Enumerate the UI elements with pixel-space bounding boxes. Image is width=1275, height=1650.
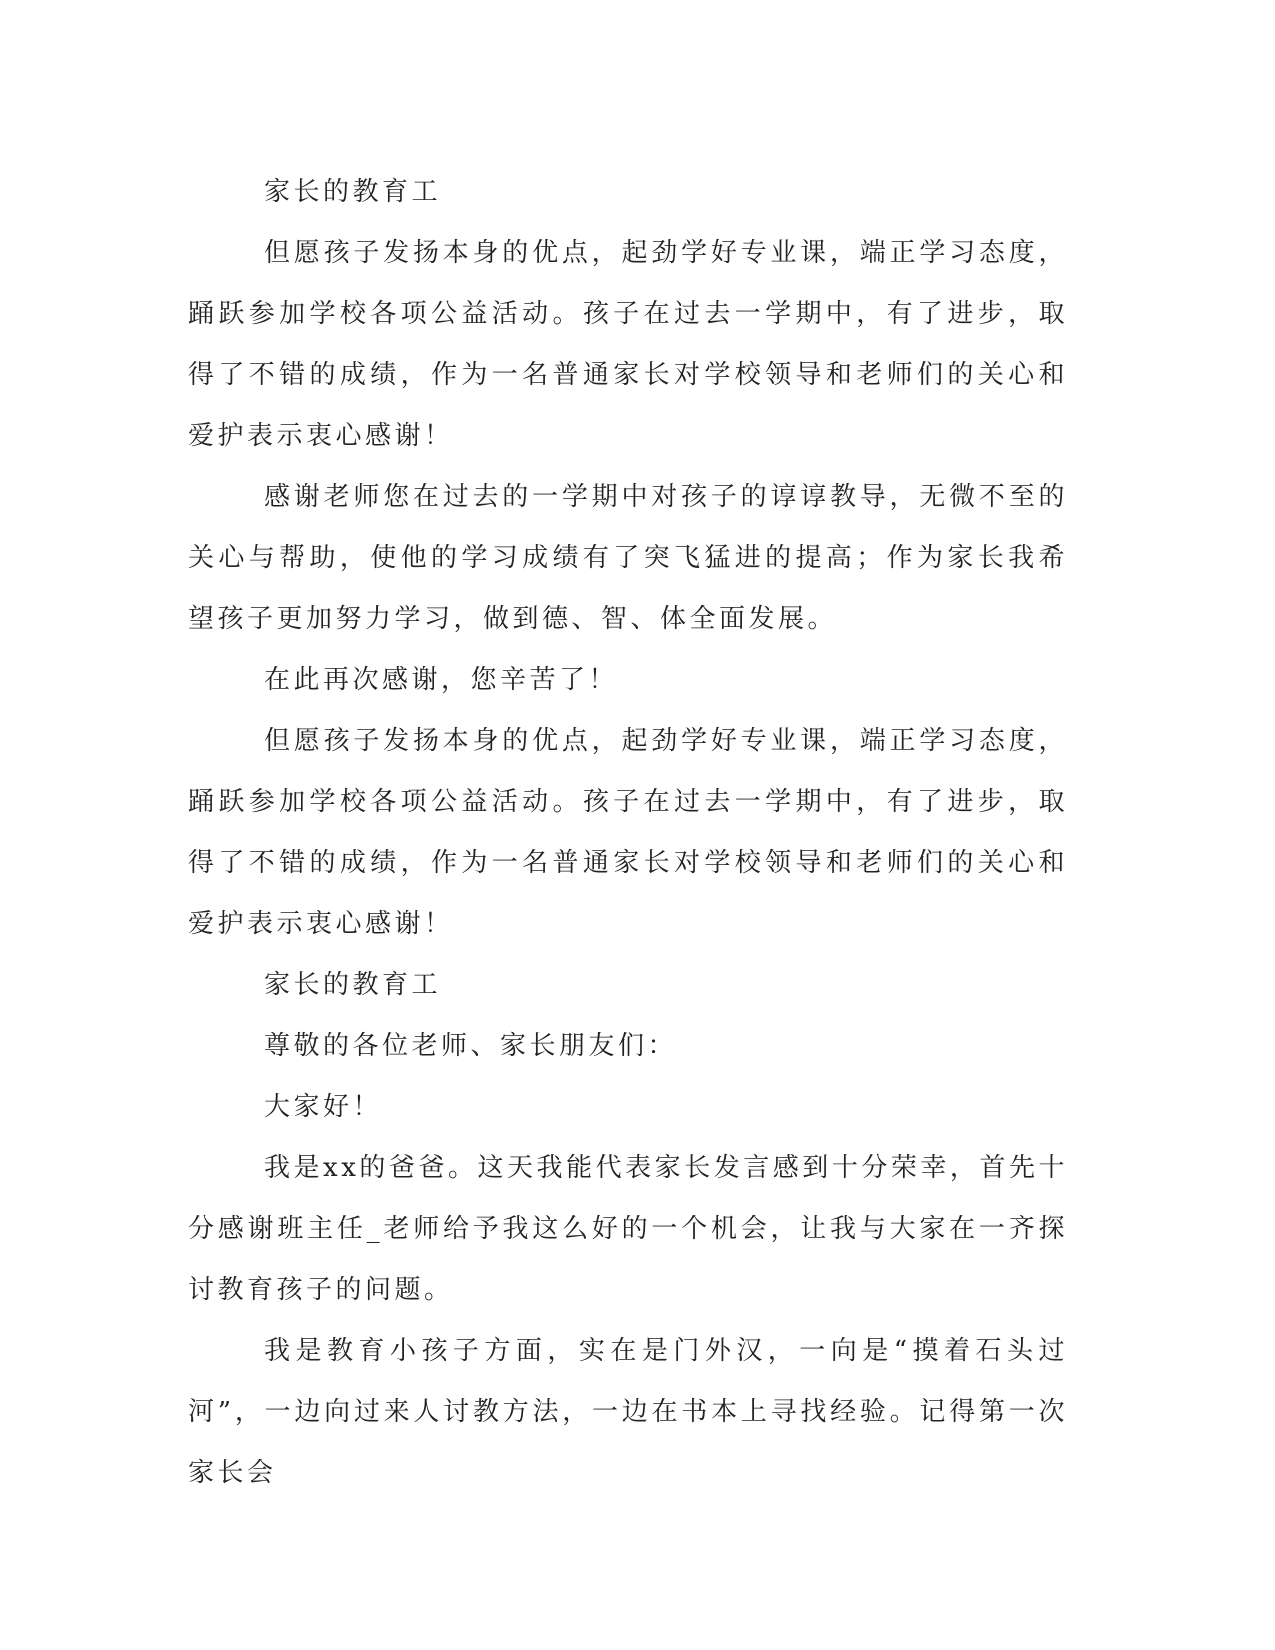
paragraph-heading-1: 家长的教育工 xyxy=(264,177,442,207)
paragraph-thanks-again: 在此再次感谢，您辛苦了！ xyxy=(264,665,619,695)
paragraph-salutation: 尊敬的各位老师、家长朋友们： xyxy=(264,1031,678,1061)
paragraph-heading-2: 家长的教育工 xyxy=(264,970,442,1000)
paragraph-experience: 我是教育小孩子方面，实在是门外汉，一向是“摸着石头过河”，一边向过来人讨教方法，一边在书本上寻找经验。记得第一次家长会 xyxy=(188,1336,1068,1488)
document-body xyxy=(188,162,1068,1504)
paragraph-introduction: 我是xx的爸爸。这天我能代表家长发言感到十分荣幸，首先十分感谢班主任_老师给予我这么好的一个机会，让我与大家在一齐探讨教育孩子的问题。 xyxy=(188,1153,1068,1305)
paragraph-wish-2: 但愿孩子发扬本身的优点，起劲学好专业课，端正学习态度，踊跃参加学校各项公益活动。孩子在过去一学期中，有了进步，取得了不错的成绩，作为一名普通家长对学校领导和老师们的关心和爱护表示衷心感谢！ xyxy=(188,726,1068,939)
paragraph-wish-1: 但愿孩子发扬本身的优点，起劲学好专业课，端正学习态度，踊跃参加学校各项公益活动。孩子在过去一学期中，有了进步，取得了不错的成绩，作为一名普通家长对学校领导和老师们的关心和爱护表示衷心感谢！ xyxy=(188,238,1068,451)
paragraph-thanks-teacher: 感谢老师您在过去的一学期中对孩子的谆谆教导，无微不至的关心与帮助，使他的学习成绩有了突飞猛进的提高；作为家长我希望孩子更加努力学习，做到德、智、体全面发展。 xyxy=(188,482,1068,634)
paragraph-greeting: 大家好！ xyxy=(264,1092,383,1122)
